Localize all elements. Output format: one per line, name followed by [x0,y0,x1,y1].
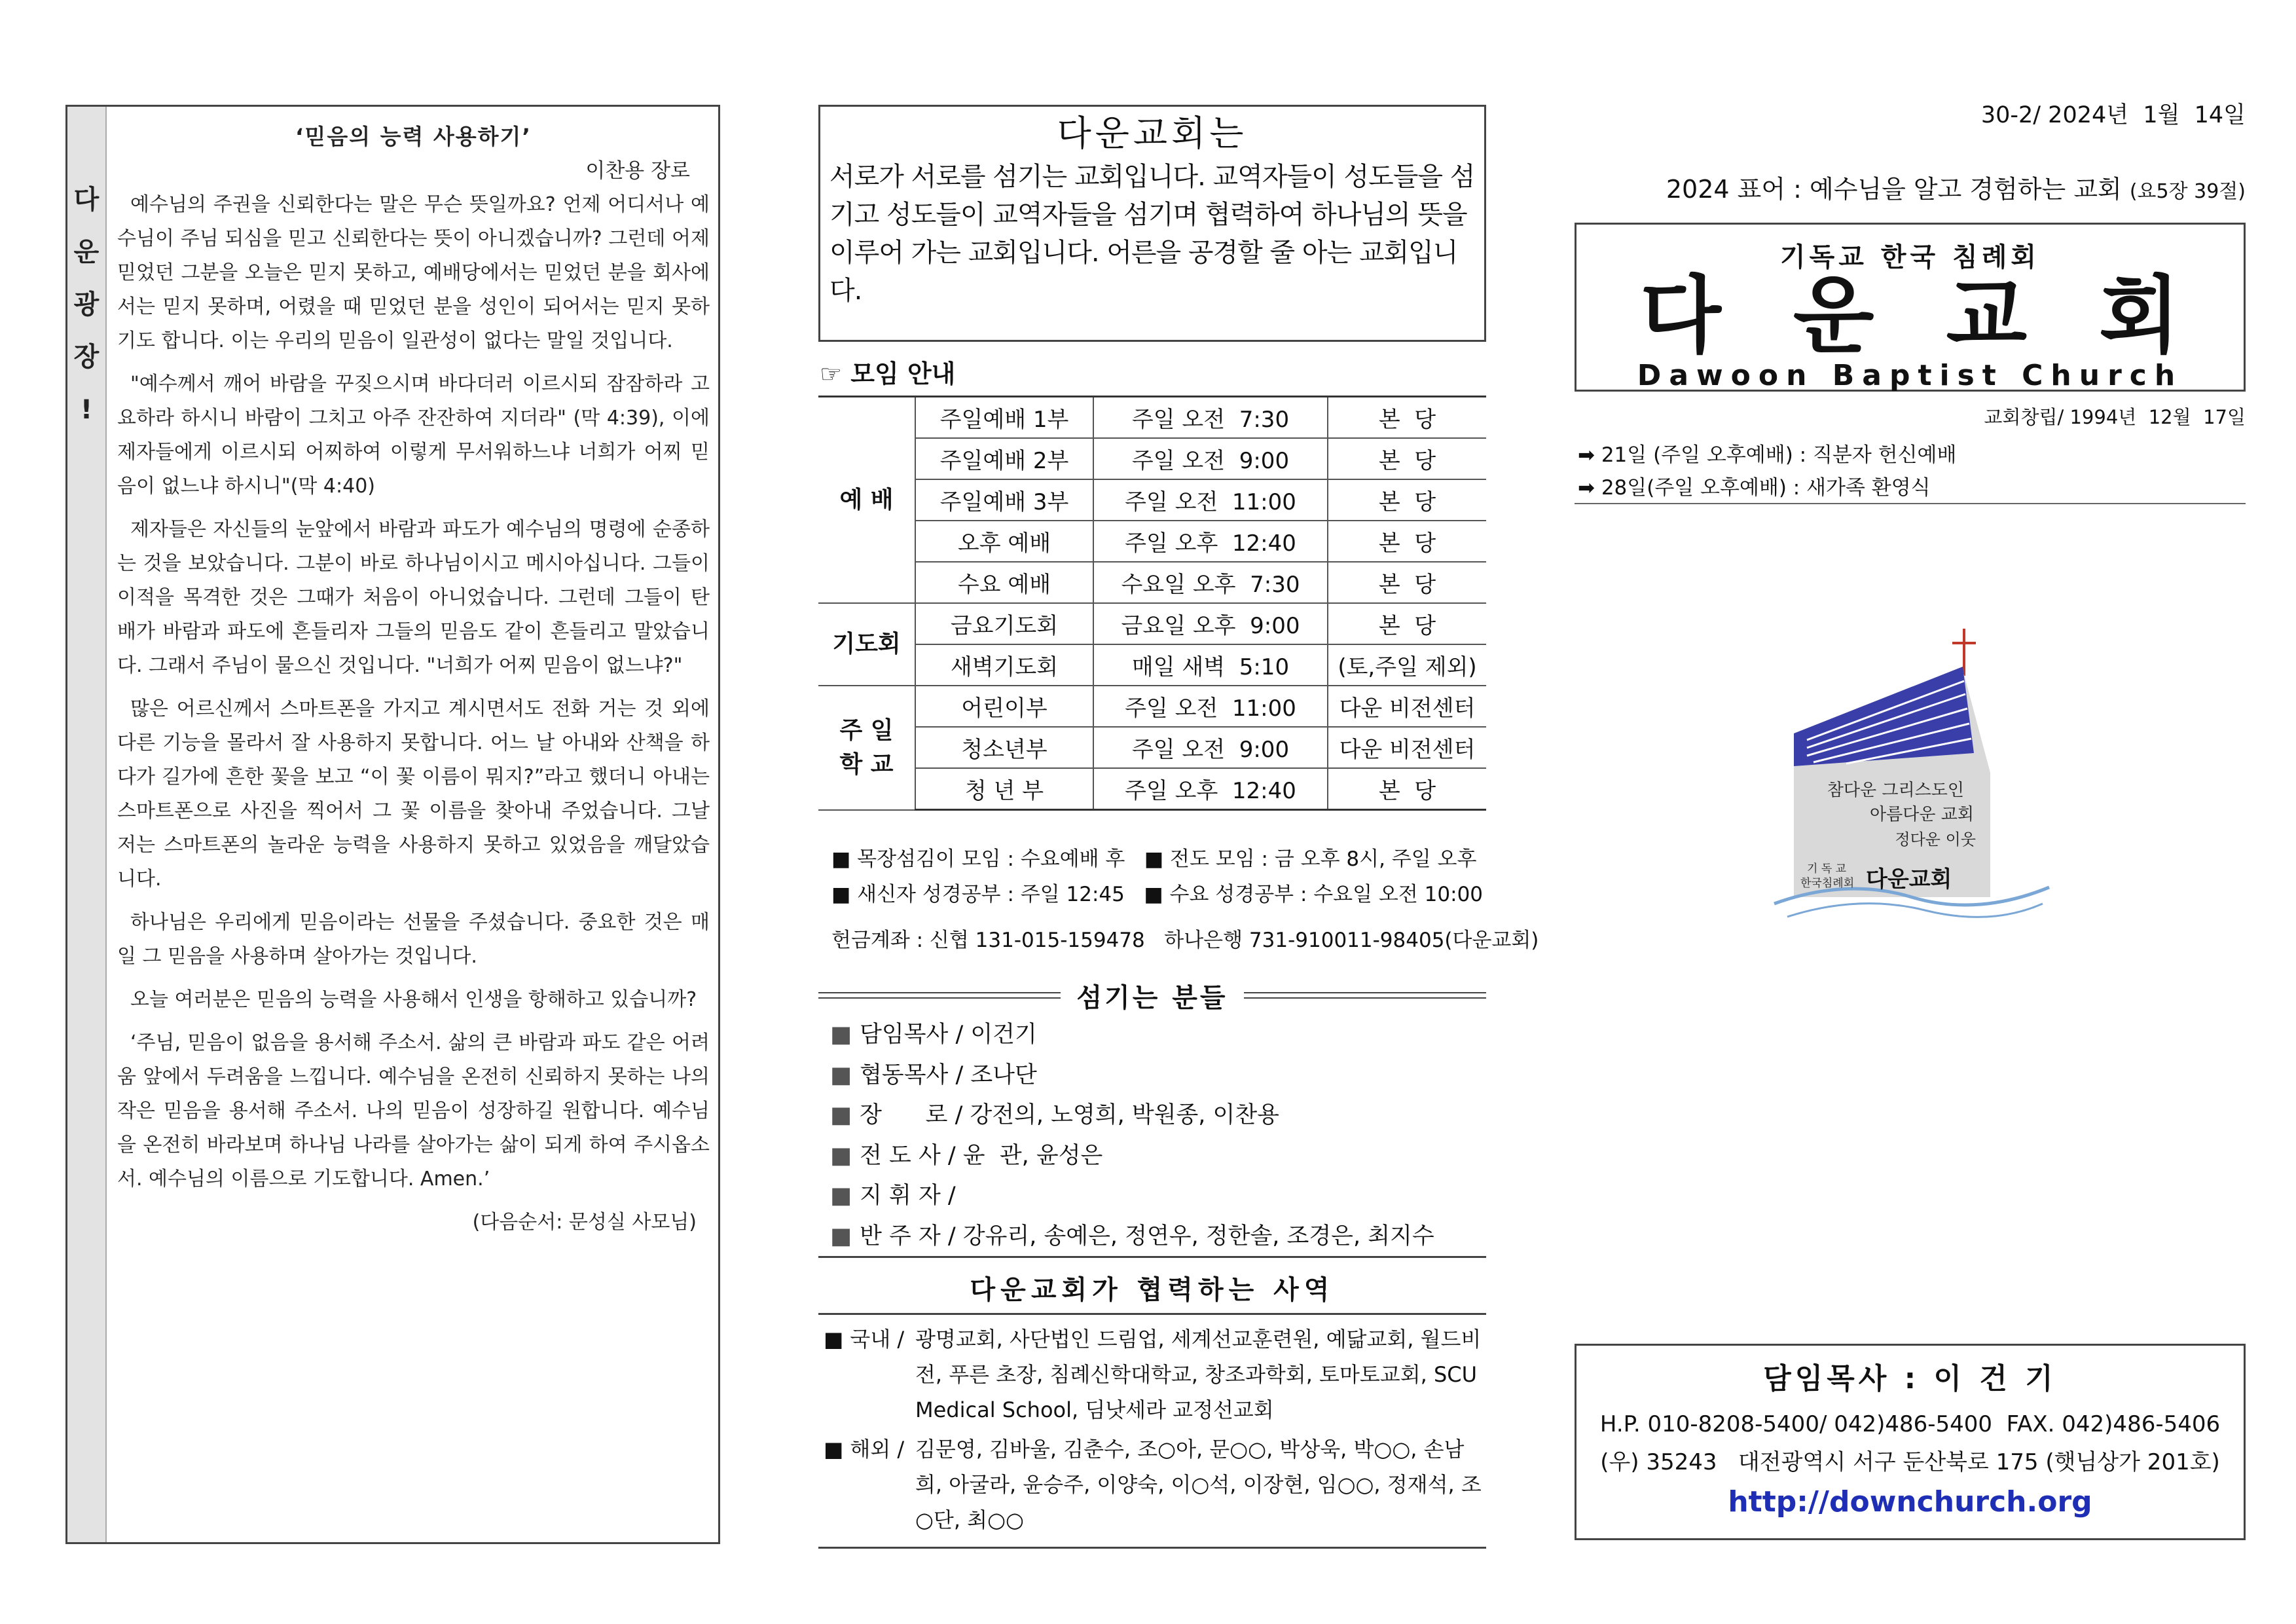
meeting-place: 본 당 [1328,603,1486,644]
meeting-time: 주일 오전 7:30 [1093,397,1328,439]
essay-paragraph: 제자들은 자신들의 눈앞에서 바람과 파도가 예수님의 명령에 순종하는 것을 보았습니다. 그분이 바로 하나님이시고 메시아십니다. 그들이 이적을 목격한 것은 그때가 처음이 아니었습니다. 그런데 그들이 탄 배가 바람과 파도에 흔들리자 그들의 믿음도 같이 흔들리고 말았습니다. 그래서 주님이 물으신 것입니다. "너희가 어찌 믿음이 없느냐?" [117,518,710,677]
strip-char: 장 [73,342,100,372]
divider [818,1256,1486,1258]
meeting-name: 청소년부 [915,727,1093,768]
meeting-place: 본 당 [1328,562,1486,603]
announcement-item: ➡ 21일 (주일 오후예배) : 직분자 헌신예배 [1578,443,1957,467]
announcements [1578,439,2246,504]
table-row [818,644,1486,686]
essay-content [117,120,710,1534]
offering-account: 헌금계좌 : 신협 131-015-159478 하나은행 731-910011-98405(다운교회) [831,929,1539,952]
ministry-label: ■ 국내 / [824,1327,905,1352]
ministry-text: 광명교회, 사단법인 드림업, 세계선교훈련원, 예닮교회, 월드비전, 푸른 초장, 침례신학대학교, 창조과학회, 토마토교회, SCU Medical School, 딤낫세라 교정선교회 [915,1327,1482,1422]
meeting-heading: ☞ 모임 안내 [820,360,956,388]
essay-paragraph: 하나님은 우리에게 믿음이라는 선물을 주셨습니다. 중요한 것은 매일 그 믿음을 사용하며 살아가는 것입니다. [117,911,710,968]
square-bullet-icon: ■ [830,1183,852,1209]
motto-text: 2024 표어 : 예수님을 알고 경험하는 교회 [1666,175,2122,204]
list-item: ■ 담임목사 / 이건기 [830,1022,1037,1048]
table-row [818,397,1486,439]
church-intro-box [818,105,1486,342]
ministry-label: ■ 해외 / [824,1437,905,1462]
ministry-list [824,1321,1485,1538]
church-address: (우) 35243 대전광역시 서구 둔산북로 175 (햇님상가 201호) [1600,1449,2220,1475]
category-cell: 기도회 [818,603,915,686]
ministry-heading: 다운교회가 협력하는 사역 [818,1267,1486,1315]
church-logo-icon [1768,629,2056,930]
essay-paragraph: ‘주님, 믿음이 없음을 용서해 주소서. 삶의 큰 바람과 파도 같은 어려움 앞에서 두려움을 느낍니다. 예수님을 온전히 신뢰하지 못하는 나의 작은 믿음을 용서해 주소서. 나의 믿음이 성장하길 원합니다. 예수님을 온전히 바라보며 하나님 나라를 살아가는 삶이 되게 하여 주시옵소서. 예수님의 이름으로 기도합니다. Amen.’ [117,1031,710,1190]
staff-list [830,1015,1434,1257]
meeting-name: 주일예배 2부 [915,438,1093,479]
essay-closing: (다음순서: 문성실 사모님) [472,1211,697,1234]
table-row [818,603,1486,644]
church-english-name: Dawoon Baptist Church [1637,359,2183,392]
meeting-place: 본 당 [1328,768,1486,810]
logo-slogan: 참다운 그리스도인 [1827,781,1964,800]
meeting-place: 본 당 [1328,479,1486,521]
essay-paragraph: 예수님의 주권을 신뢰한다는 말은 무슨 뜻일까요? 언제 어디서나 예수님이 주님 되심을 믿고 신뢰한다는 뜻이 아니겠습니까? 그런데 어제 믿었던 그분을 오늘은 믿지 못하고, 예배당에서는 믿었던 분을 회사에서는 믿지 못하며, 어렸을 때 믿었던 분을 성인이 되어서는 믿지 못하기도 합니다. 이는 우리의 믿음이 일관성이 없다는 말일 것입니다. [117,193,710,352]
essay-paragraph: 오늘 여러분은 믿음의 능력을 사용해서 인생을 항해하고 있습니까? [130,988,697,1011]
pastor-phone: H.P. 010-8208-5400/ 042)486-5400 FAX. 042)486-5406 [1599,1411,2221,1437]
meeting-notes [831,841,1493,912]
motto [1506,169,2246,205]
table-row [818,479,1486,521]
strip-char: 다 [73,185,100,215]
divider [818,1547,1486,1549]
column-title-strip [67,107,107,1542]
meeting-note: ■ 새신자 성경공부 : 주일 12:45 ■ 수요 성경공부 : 수요일 오전 10:00 [831,883,1484,906]
intro-body: 서로가 서로를 섬기는 교회입니다. 교역자들이 성도들을 섬기고 성도들이 교역자들을 섬기며 협력하여 하나님의 뜻을 이루어 가는 교회입니다. 어른을 공경할 줄 아는 교회입니다. [829,162,1475,306]
meeting-name: 수요 예배 [915,562,1093,603]
meeting-place: (토,주일 제외) [1328,644,1486,686]
church-title-box [1575,223,2252,392]
meeting-table [818,396,1486,811]
meeting-place: 본 당 [1328,438,1486,479]
essay-panel [65,105,720,1544]
church-name: 다운교회 [1640,267,2252,365]
divider [1575,503,2246,504]
pastor-contact-box [1575,1344,2246,1540]
intro-heading: 다운교회는 [1057,113,1248,154]
announcement-item: ➡ 28일(주일 오후예배) : 새가족 환영식 [1578,476,1931,500]
square-bullet-icon: ■ [830,1142,852,1169]
meeting-time: 수요일 오후 7:30 [1093,562,1328,603]
logo-name: 다운교회 [1866,866,1952,893]
list-item [824,1431,1485,1538]
church-website-link[interactable]: http://downchurch.org [1728,1485,2092,1519]
founded-date: 교회창립/ 1994년 12월 17일 [1984,406,2246,428]
list-item: ■ 전 도 사 / 윤 관, 윤성은 [830,1142,1103,1169]
meeting-name: 새벽기도회 [915,644,1093,686]
meeting-time: 주일 오전 11:00 [1093,686,1328,727]
divider [818,992,1061,999]
motto-reference: (요5장 39절) [2129,180,2246,203]
table-row [818,686,1486,727]
meeting-note: ■ 목장섬김이 모임 : 수요예배 후 ■ 전도 모임 : 금 오후 8시, 주일 오후 [831,847,1477,871]
meeting-name: 주일예배 3부 [915,479,1093,521]
essay-paragraph: 많은 어르신께서 스마트폰을 가지고 계시면서도 전화 거는 것 외에 다른 기능을 몰라서 잘 사용하지 못합니다. 어느 날 아내와 산책을 하다가 길가에 흔한 꽃을 보고 “이 꽃 이름이 뭐지?”라고 했더니 아내는 스마트폰으로 사진을 찍어서 그 꽃 이름을 찾아내 주었습니다. 그날 저는 스마트폰의 놀라운 능력을 사용하지 못하고 있었음을 깨달았습니다. [117,697,710,891]
meeting-time: 금요일 오후 9:00 [1093,603,1328,644]
list-item: ■ 반 주 자 / 강유리, 송예은, 정연우, 정한솔, 조경은, 최지수 [830,1223,1434,1249]
denomination: 기독교 한국 침례회 [1780,242,2040,272]
meeting-name: 어린이부 [915,686,1093,727]
essay-author: 이찬용 장로 [585,159,690,183]
strip-char: ! [80,395,93,425]
pastor-name: 담임목사 : 이 건 기 [1763,1362,2057,1395]
wave-line [1787,904,2043,917]
meeting-place: 본 당 [1328,521,1486,562]
square-bullet-icon: ■ [830,1022,852,1048]
logo-small-text: 한국침례회 [1800,877,1855,890]
meeting-name: 금요기도회 [915,603,1093,644]
meeting-time: 매일 새벽 5:10 [1093,644,1328,686]
logo-slogan: 아름다운 교회 [1870,805,1974,824]
list-item: ■ 협동목사 / 조나단 [830,1061,1037,1088]
list-item: ■ 장 로 / 강전의, 노영희, 박원종, 이찬용 [830,1102,1279,1128]
table-row [818,727,1486,768]
square-bullet-icon: ■ [830,1223,852,1249]
table-row [818,768,1486,810]
table-row [818,562,1486,603]
meeting-time: 주일 오후 12:40 [1093,521,1328,562]
staff-heading: 섬기는 분들 [1076,982,1228,1013]
meeting-name: 오후 예배 [915,521,1093,562]
meeting-time: 주일 오후 12:40 [1093,768,1328,810]
meeting-name: 주일예배 1부 [915,397,1093,439]
strip-char: 광 [73,289,100,320]
divider [1244,992,1486,999]
table-row [818,521,1486,562]
meeting-time: 주일 오전 9:00 [1093,727,1328,768]
issue-date: 30-2/ 2024년 1월 14일 [1980,102,2246,128]
logo-slogan: 정다운 이웃 [1895,830,1976,849]
strip-char: 운 [73,237,100,267]
essay-paragraph: "예수께서 깨어 바람을 꾸짖으시며 바다더러 이르시되 잠잠하라 고요하라 하시니 바람이 그치고 아주 잔잔하여 지더라" (막 4:39), 이에 제자들에게 이르시되 어찌하여 이렇게 무서워하느냐 너희가 어찌 믿음이 없느냐 하시니"(막 4:40) [117,373,710,498]
square-bullet-icon: ■ [830,1102,852,1128]
category-cell: 주 일 학 교 [818,686,915,810]
meeting-place: 다운 비전센터 [1328,727,1486,768]
meeting-place: 본 당 [1328,397,1486,439]
meeting-place: 다운 비전센터 [1328,686,1486,727]
essay-title: ‘믿음의 능력 사용하기’ [295,124,532,149]
list-item: ■ 지 휘 자 / [830,1183,956,1209]
square-bullet-icon: ■ [830,1061,852,1088]
ministry-text: 김문영, 김바울, 김춘수, 조○아, 문○○, 박상욱, 박○○, 손남희, 아굴라, 윤승주, 이양숙, 이○석, 이장현, 임○○, 정재석, 조○단, 최○○ [915,1437,1482,1532]
logo-small-text: 기 독 교 [1807,862,1847,876]
meeting-time: 주일 오전 9:00 [1093,438,1328,479]
list-item [824,1321,1485,1428]
staff-section-header [818,979,1486,1012]
category-cell: 예 배 [818,397,915,604]
meeting-time: 주일 오전 11:00 [1093,479,1328,521]
meeting-name: 청 년 부 [915,768,1093,810]
table-row [818,438,1486,479]
